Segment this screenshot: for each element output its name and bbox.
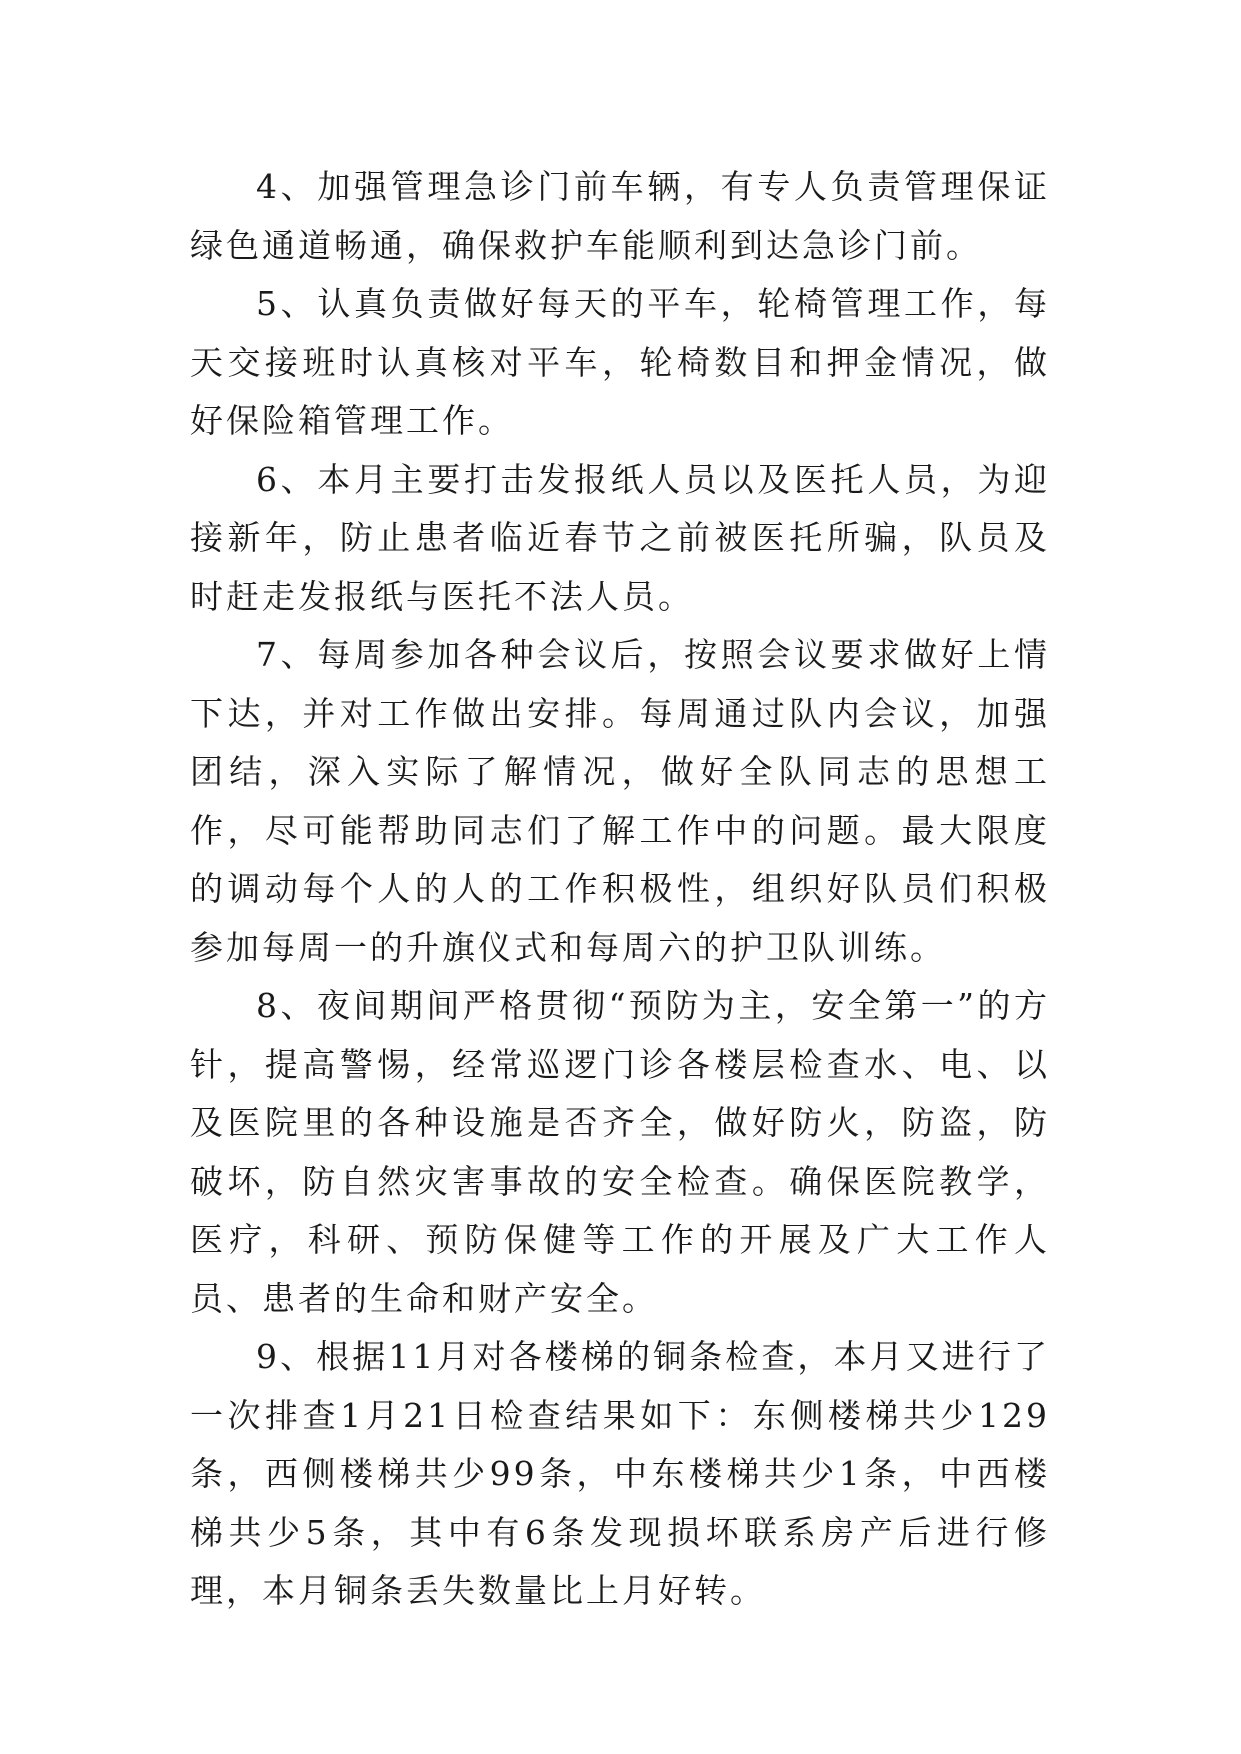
paragraph-item-9: 9、根据11月对各楼梯的铜条检查，本月又进行了一次排查1月21日检查结果如下：东侧楼梯共少129条，西侧楼梯共少99条，中东楼梯共少1条，中西楼梯共少5条，其中有6条发现损坏联系房产后进行修理，本月铜条丢失数量比上月好转。	[190, 1337, 1050, 1610]
paragraph-item-7: 7、每周参加各种会议后，按照会议要求做好上情下达，并对工作做出安排。每周通过队内会议，加强团结，深入实际了解情况，做好全队同志的思想工作，尽可能帮助同志们了解工作中的问题。最大限度的调动每个人的人的工作积极性，组织好队员们积极参加每周一的升旗仪式和每周六的护卫队训练。	[190, 635, 1050, 967]
paragraph-item-6: 6、本月主要打击发报纸人员以及医托人员，为迎接新年，防止患者临近春节之前被医托所骗，队员及时赶走发报纸与医托不法人员。	[190, 459, 1050, 616]
paragraph-item-5: 5、认真负责做好每天的平车，轮椅管理工作，每天交接班时认真核对平车，轮椅数目和押金情况，做好保险箱管理工作。	[190, 284, 1050, 440]
document-body	[190, 158, 1050, 1621]
paragraph-item-8: 8、夜间期间严格贯彻“预防为主，安全第一”的方针，提高警惕，经常巡逻门诊各楼层检查水、电、以及医院里的各种设施是否齐全，做好防火，防盗，防破坏，防自然灾害事故的安全检查。确保医院教学，医疗，科研、预防保健等工作的开展及广大工作人员、患者的生命和财产安全。	[190, 986, 1050, 1318]
paragraph-item-4: 4、加强管理急诊门前车辆，有专人负责管理保证绿色通道畅通，确保救护车能顺利到达急诊门前。	[190, 167, 1050, 265]
